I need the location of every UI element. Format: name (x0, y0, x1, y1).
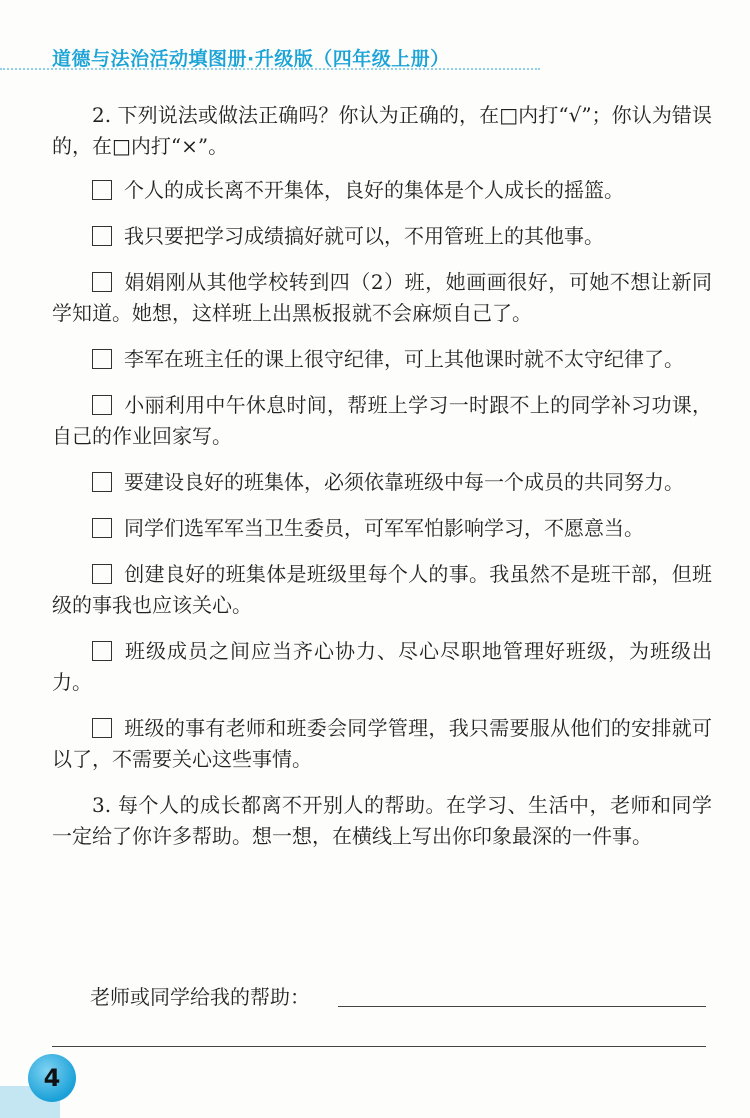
statement-item (52, 559, 712, 621)
question-2-title: 2. 下列说法或做法正确吗？你认为正确的，在□内打“√”；你认为错误的，在□内打“×”。 (52, 103, 712, 158)
header-divider (0, 68, 540, 70)
answer-line-2[interactable] (52, 1046, 706, 1047)
question-3-title: 3. 每个人的成长都离不开别人的帮助。在学习、生活中，老师和同学一定给了你许多帮助。想一想，在横线上写出你印象最深的一件事。 (52, 793, 712, 848)
statement-text: 娟娟刚从其他学校转到四（2）班，她画画很好，可她不想让新同学知道。她想，这样班上出黑板报就不会麻烦自己了。 (52, 270, 712, 325)
statement-text: 创建良好的班集体是班级里每个人的事。我虽然不是班干部，但班级的事我也应该关心。 (52, 562, 712, 617)
statement-text: 个人的成长离不开集体，良好的集体是个人成长的摇篮。 (124, 178, 624, 202)
answer-checkbox[interactable] (92, 395, 112, 415)
statement-text: 要建设良好的班集体，必须依靠班级中每一个成员的共同努力。 (124, 470, 684, 494)
answer-checkbox[interactable] (92, 518, 112, 538)
worksheet-content (52, 100, 712, 865)
statement-text: 我只要把学习成绩搞好就可以，不用管班上的其他事。 (124, 224, 604, 248)
answer-checkbox[interactable] (92, 180, 112, 200)
statement-item (52, 467, 712, 498)
statement-text: 同学们选军军当卫生委员，可军军怕影响学习，不愿意当。 (124, 516, 644, 540)
page-number: 4 (28, 1054, 76, 1102)
answer-checkbox[interactable] (92, 272, 112, 292)
answer-checkbox[interactable] (92, 349, 112, 369)
statement-item (52, 175, 712, 206)
answer-checkbox[interactable] (92, 718, 112, 738)
statement-item (52, 221, 712, 252)
answer-checkbox[interactable] (92, 641, 112, 661)
statement-text: 小丽利用中午休息时间，帮班上学习一时跟不上的同学补习功课，自己的作业回家写。 (52, 393, 712, 448)
answer-checkbox[interactable] (92, 564, 112, 584)
answer-checkbox[interactable] (92, 226, 112, 246)
statement-item (52, 713, 712, 775)
statement-text: 李军在班主任的课上很守纪律，可上其他课时就不太守纪律了。 (124, 347, 684, 371)
statement-item (52, 636, 712, 698)
answer-line-1[interactable] (338, 1006, 706, 1007)
statement-item (52, 390, 712, 452)
answer-label: 老师或同学给我的帮助： (90, 985, 310, 1009)
statement-item (52, 267, 712, 329)
statement-item (52, 513, 712, 544)
statement-item (52, 344, 712, 375)
statement-text: 班级的事有老师和班委会同学管理，我只需要服从他们的安排就可以了，不需要关心这些事情。 (52, 716, 712, 771)
book-title: 道德与法治活动填图册·升级版（四年级上册） (52, 48, 450, 70)
page-header (0, 0, 750, 72)
answer-checkbox[interactable] (92, 472, 112, 492)
statement-text: 班级成员之间应当齐心协力、尽心尽职地管理好班级，为班级出力。 (52, 639, 712, 694)
